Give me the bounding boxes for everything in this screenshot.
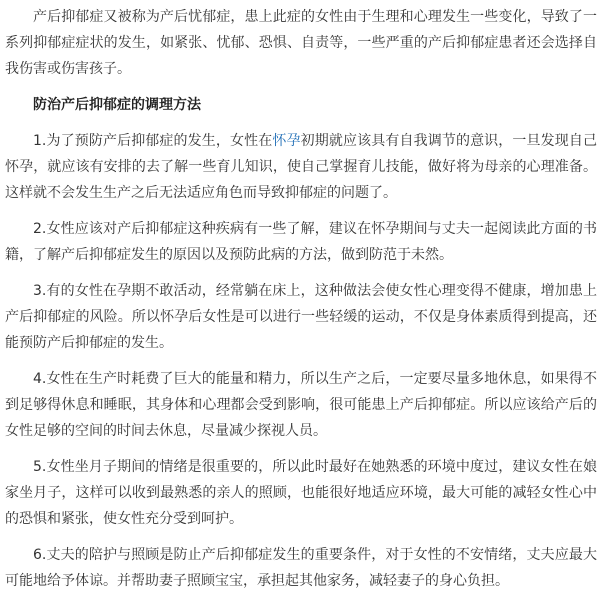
method-item-1-text-after: 初期就应该具有自我调节的意识，一旦发现自己怀孕，就应该有安排的去了解一些育儿知识，使自己掌握育儿技能，做好将为母亲的心理准备。这样就不会发生生产之后无法适应角色而导致抑郁症的问题了。 bbox=[5, 133, 598, 201]
method-item-2: 2.女性应该对产后抑郁症这种疾病有一些了解，建议在怀孕期间与丈夫一起阅读此方面的书籍，了解产后抑郁症发生的原因以及预防此病的方法，做到防范于未然。 bbox=[5, 221, 597, 263]
section-heading: 防治产后抑郁症的调理方法 bbox=[33, 97, 201, 113]
method-item-1 bbox=[5, 128, 597, 206]
method-item-6: 6.丈夫的陪护与照顾是防止产后抑郁症发生的重要条件，对于女性的不安情绪，丈夫应最大可能地给予体谅。并帮助妻子照顾宝宝，承担起其他家务，减轻妻子的身心负担。 bbox=[5, 547, 597, 589]
article-body bbox=[5, 4, 597, 604]
method-item-4: 4.女性在生产时耗费了巨大的能量和精力，所以生产之后，一定要尽量多地休息，如果得不到足够得休息和睡眠，其身体和心理都会受到影响，很可能患上产后抑郁症。所以应该给产后的女性足够的空间的时间去休息，尽量减少探视人员。 bbox=[5, 371, 597, 439]
method-item-3: 3.有的女性在孕期不敢活动，经常躺在床上，这种做法会使女性心理变得不健康，增加患上产后抑郁症的风险。所以怀孕后女性是可以进行一些轻缓的运动，不仅是身体素质得到提高，还能预防产后抑郁症的发生。 bbox=[5, 283, 597, 351]
method-item-5: 5.女性坐月子期间的情绪是很重要的，所以此时最好在她熟悉的环境中度过，建议女性在娘家坐月子，这样可以收到最熟悉的亲人的照顾，也能很好地适应环境，最大可能的减轻女性心中的恐惧和紧张，使女性充分受到呵护。 bbox=[5, 459, 597, 527]
method-item-1-text-before: 1.为了预防产后抑郁症的发生，女性在 bbox=[33, 133, 273, 149]
pregnancy-keyword-link[interactable]: 怀孕 bbox=[272, 133, 301, 149]
intro-paragraph: 产后抑郁症又被称为产后忧郁症，患上此症的女性由于生理和心理发生一些变化，导致了一系列抑郁症症状的发生，如紧张、忧郁、恐惧、自责等，一些严重的产后抑郁症患者还会选择自我伤害或伤害孩子。 bbox=[5, 9, 597, 77]
